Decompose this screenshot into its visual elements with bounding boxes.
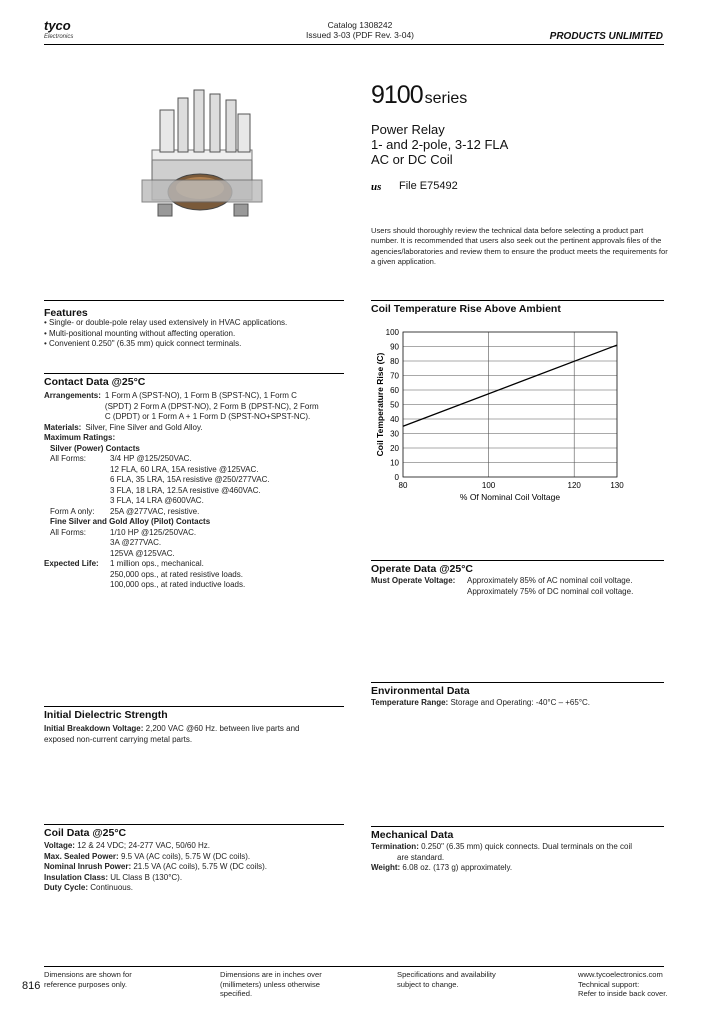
- coil-title: Coil Data @25°C: [44, 827, 127, 839]
- coil-label: Nominal Inrush Power:: [44, 862, 132, 871]
- form-a-label: Form A only:: [50, 506, 95, 516]
- fine-ratings: [110, 528, 196, 560]
- footer-line: Dimensions are shown for: [44, 970, 132, 979]
- coil-label: Insulation Class:: [44, 872, 109, 882]
- ul-recognized-icon: [371, 180, 393, 192]
- rating-line: 3 FLA, 14 LRA @600VAC.: [110, 496, 204, 505]
- rule: [371, 682, 664, 683]
- silver-ratings: [110, 454, 270, 507]
- footer-col-2: [220, 970, 322, 999]
- footer-line: Refer to inside back cover.: [578, 989, 668, 999]
- x-tick-label: 120: [567, 481, 581, 490]
- termination-label: Termination:: [371, 842, 419, 851]
- temperature-range-value: Storage and Operating: -40°C – +65°C.: [450, 698, 591, 707]
- footer-line: Dimensions are in inches over: [220, 970, 322, 979]
- fine-contacts-label: Fine Silver and Gold Alloy (Pilot) Contacts: [50, 517, 211, 526]
- operate-title: Operate Data @25°C: [371, 563, 473, 575]
- coil-label: Duty Cycle:: [44, 883, 89, 892]
- max-ratings-label: Maximum Ratings:: [44, 433, 116, 442]
- environmental-title: Environmental Data: [371, 685, 470, 697]
- rule: [44, 824, 344, 825]
- weight-value: 6.08 oz. (173 g) approximately.: [402, 863, 513, 872]
- arrangement-line: C (DPDT) or 1 Form A + 1 Form D (SPST-NO+SPST-NC).: [104, 412, 311, 421]
- coil-label: Voltage:: [44, 841, 75, 850]
- footer-line: Specifications and availability: [397, 970, 496, 979]
- footer-col-3: [397, 970, 496, 989]
- footer-link[interactable]: www.tycoelectronics.com: [578, 970, 663, 979]
- must-operate-ac: Approximately 85% of AC nominal coil voltage.: [467, 576, 633, 585]
- tagline: PRODUCTS UNLIMITED: [549, 31, 663, 42]
- y-tick-label: 90: [390, 342, 399, 352]
- rating-line: 12 FLA, 60 LRA, 15A resistive @125VAC.: [110, 464, 259, 474]
- file-number: File E75492: [399, 180, 458, 192]
- rule: [371, 826, 664, 827]
- svg-text:us: us: [371, 181, 382, 193]
- dielectric-title: Initial Dielectric Strength: [44, 709, 168, 721]
- mechanical-data: [371, 842, 671, 874]
- series-number: 9100: [371, 81, 423, 109]
- y-tick-label: 20: [390, 444, 399, 453]
- breakdown-value-2: exposed non-current carrying metal parts.: [44, 734, 193, 744]
- materials-label: Materials:: [44, 422, 82, 432]
- brand-subtitle: Electronics: [44, 34, 74, 40]
- y-tick-label: 0: [394, 473, 399, 482]
- x-tick-label: 80: [398, 481, 408, 490]
- subtitle-line: Power Relay: [371, 122, 445, 137]
- y-tick-label: 70: [390, 371, 399, 381]
- features-heading: Features: [44, 307, 88, 319]
- temperature-rise-chart: [371, 320, 661, 510]
- footer-line: (millimeters) unless otherwise: [220, 979, 321, 989]
- rating-line: 3 FLA, 18 LRA, 12.5A resistive @460VAC.: [110, 485, 261, 495]
- y-tick-label: 100: [385, 328, 399, 337]
- breakdown-label: Initial Breakdown Voltage:: [44, 724, 144, 733]
- footer-line: specified.: [220, 989, 253, 999]
- arrangements-label: Arrangements:: [44, 391, 101, 400]
- arrangement-line: (SPDT) 2 Form A (DPST-NO), 2 Form B (DPST-NC), 2 Form: [104, 401, 319, 411]
- form-a-value: 25A @277VAC, resistive.: [110, 506, 200, 516]
- y-tick-label: 10: [390, 458, 399, 468]
- rating-line: 1/10 HP @125/250VAC.: [110, 527, 197, 537]
- contact-data: [44, 391, 344, 591]
- brand-logo: tyco: [44, 18, 71, 33]
- relay-product-image: [138, 80, 268, 220]
- all-forms-label: All Forms:: [50, 527, 86, 537]
- subtitle-line: 1- and 2-pole, 3-12 FLA: [371, 137, 509, 152]
- life-line: 1 million ops., mechanical.: [110, 559, 204, 568]
- header-rule: [44, 44, 664, 45]
- list-item: • Multi-positional mounting without affecting operation.: [44, 329, 344, 340]
- materials-value: Silver, Fine Silver and Gold Alloy.: [85, 422, 203, 432]
- y-tick-label: 60: [390, 386, 399, 395]
- life-values: [110, 559, 245, 591]
- rating-line: 6 FLA, 35 LRA, 15A resistive @250/277VAC.: [110, 475, 270, 484]
- rule: [44, 300, 344, 301]
- environmental-data: [371, 698, 671, 709]
- termination-value: 0.250" (6.35 mm) quick connects. Dual terminals on the coil: [421, 842, 633, 851]
- list-item: • Single- or double-pole relay used extensively in HVAC applications.: [44, 318, 344, 329]
- life-label: Expected Life:: [44, 559, 99, 568]
- coil-value: 9.5 VA (AC coils), 5.75 W (DC coils).: [120, 851, 251, 861]
- footer-rule: [44, 966, 664, 967]
- rating-line: 125VA @125VAC.: [110, 548, 175, 558]
- y-tick-label: 30: [390, 429, 399, 439]
- coil-value: 21.5 VA (AC coils), 5.75 W (DC coils).: [133, 862, 268, 871]
- dielectric-data: [44, 724, 344, 745]
- arrangement-line: 1 Form A (SPST-NO), 1 Form B (SPST-NC), 1 Form C: [104, 391, 297, 400]
- series-title: [371, 81, 467, 110]
- rule: [371, 300, 664, 301]
- footer-col-4: [578, 970, 667, 999]
- operate-data: [371, 576, 671, 597]
- life-line: 100,000 ops., at rated inductive loads.: [110, 580, 246, 589]
- catalog-number: Catalog 1308242: [327, 20, 393, 30]
- catalog-info: [300, 20, 420, 40]
- subtitle-line: AC or DC Coil: [371, 152, 453, 167]
- x-axis-label: % Of Nominal Coil Voltage: [459, 492, 561, 502]
- footer-line: Technical support:: [578, 979, 640, 989]
- intro-text: Users should thoroughly review the technical data before selecting a product part number. It is recommended that users also seek out the pertinent approvals files of the agencies/laboratories and review them to ensure the product meets the requirements for a given application.: [371, 226, 668, 266]
- arrangements-value: [101, 391, 319, 423]
- y-axis-label: Coil Temperature Rise (C): [375, 352, 385, 457]
- mechanical-title: Mechanical Data: [371, 829, 454, 841]
- footer-col-1: [44, 970, 132, 989]
- issue-date: Issued 3-03 (PDF Rev. 3-04): [305, 30, 415, 40]
- rating-line: 3A @277VAC.: [110, 538, 162, 547]
- page-number: 816: [22, 980, 41, 992]
- y-tick-label: 80: [390, 357, 399, 366]
- rating-line: 3/4 HP @125/250VAC.: [110, 454, 192, 463]
- footer-line: subject to change.: [397, 979, 459, 989]
- features-list: [44, 318, 344, 350]
- must-operate-dc: Approximately 75% of DC nominal coil voltage.: [467, 586, 634, 596]
- coil-label: Max. Sealed Power:: [44, 851, 119, 861]
- all-forms-label: All Forms:: [50, 454, 86, 463]
- rule: [44, 373, 344, 374]
- silver-contacts-label: Silver (Power) Contacts: [50, 443, 140, 453]
- series-line: [403, 345, 617, 426]
- footer-line: reference purposes only.: [44, 979, 128, 989]
- weight-label: Weight:: [371, 863, 401, 872]
- series-word: series: [424, 90, 468, 107]
- product-subtitle: [371, 122, 508, 167]
- coil-data: [44, 841, 344, 894]
- coil-value: 12 & 24 VDC; 24-277 VAC, 50/60 Hz.: [77, 841, 211, 850]
- y-tick-label: 50: [390, 400, 399, 410]
- x-tick-label: 100: [481, 481, 496, 490]
- rule: [44, 706, 344, 707]
- breakdown-value: 2,200 VAC @60 Hz. between live parts and: [145, 724, 300, 733]
- x-tick-label: 130: [610, 481, 624, 490]
- coil-value: UL Class B (130°C).: [110, 872, 183, 882]
- termination-value-2: are standard.: [397, 852, 445, 862]
- temperature-range-label: Temperature Range:: [371, 698, 449, 707]
- chart-title: Coil Temperature Rise Above Ambient: [371, 303, 561, 315]
- life-line: 250,000 ops., at rated resistive loads.: [110, 569, 243, 579]
- rule: [371, 560, 664, 561]
- ul-file: [371, 180, 458, 192]
- contact-title: Contact Data @25°C: [44, 376, 146, 388]
- list-item: • Convenient 0.250" (6.35 mm) quick connect terminals.: [44, 339, 344, 350]
- must-operate-label: Must Operate Voltage:: [371, 576, 456, 585]
- y-tick-label: 40: [390, 415, 399, 424]
- coil-value: Continuous.: [90, 883, 133, 892]
